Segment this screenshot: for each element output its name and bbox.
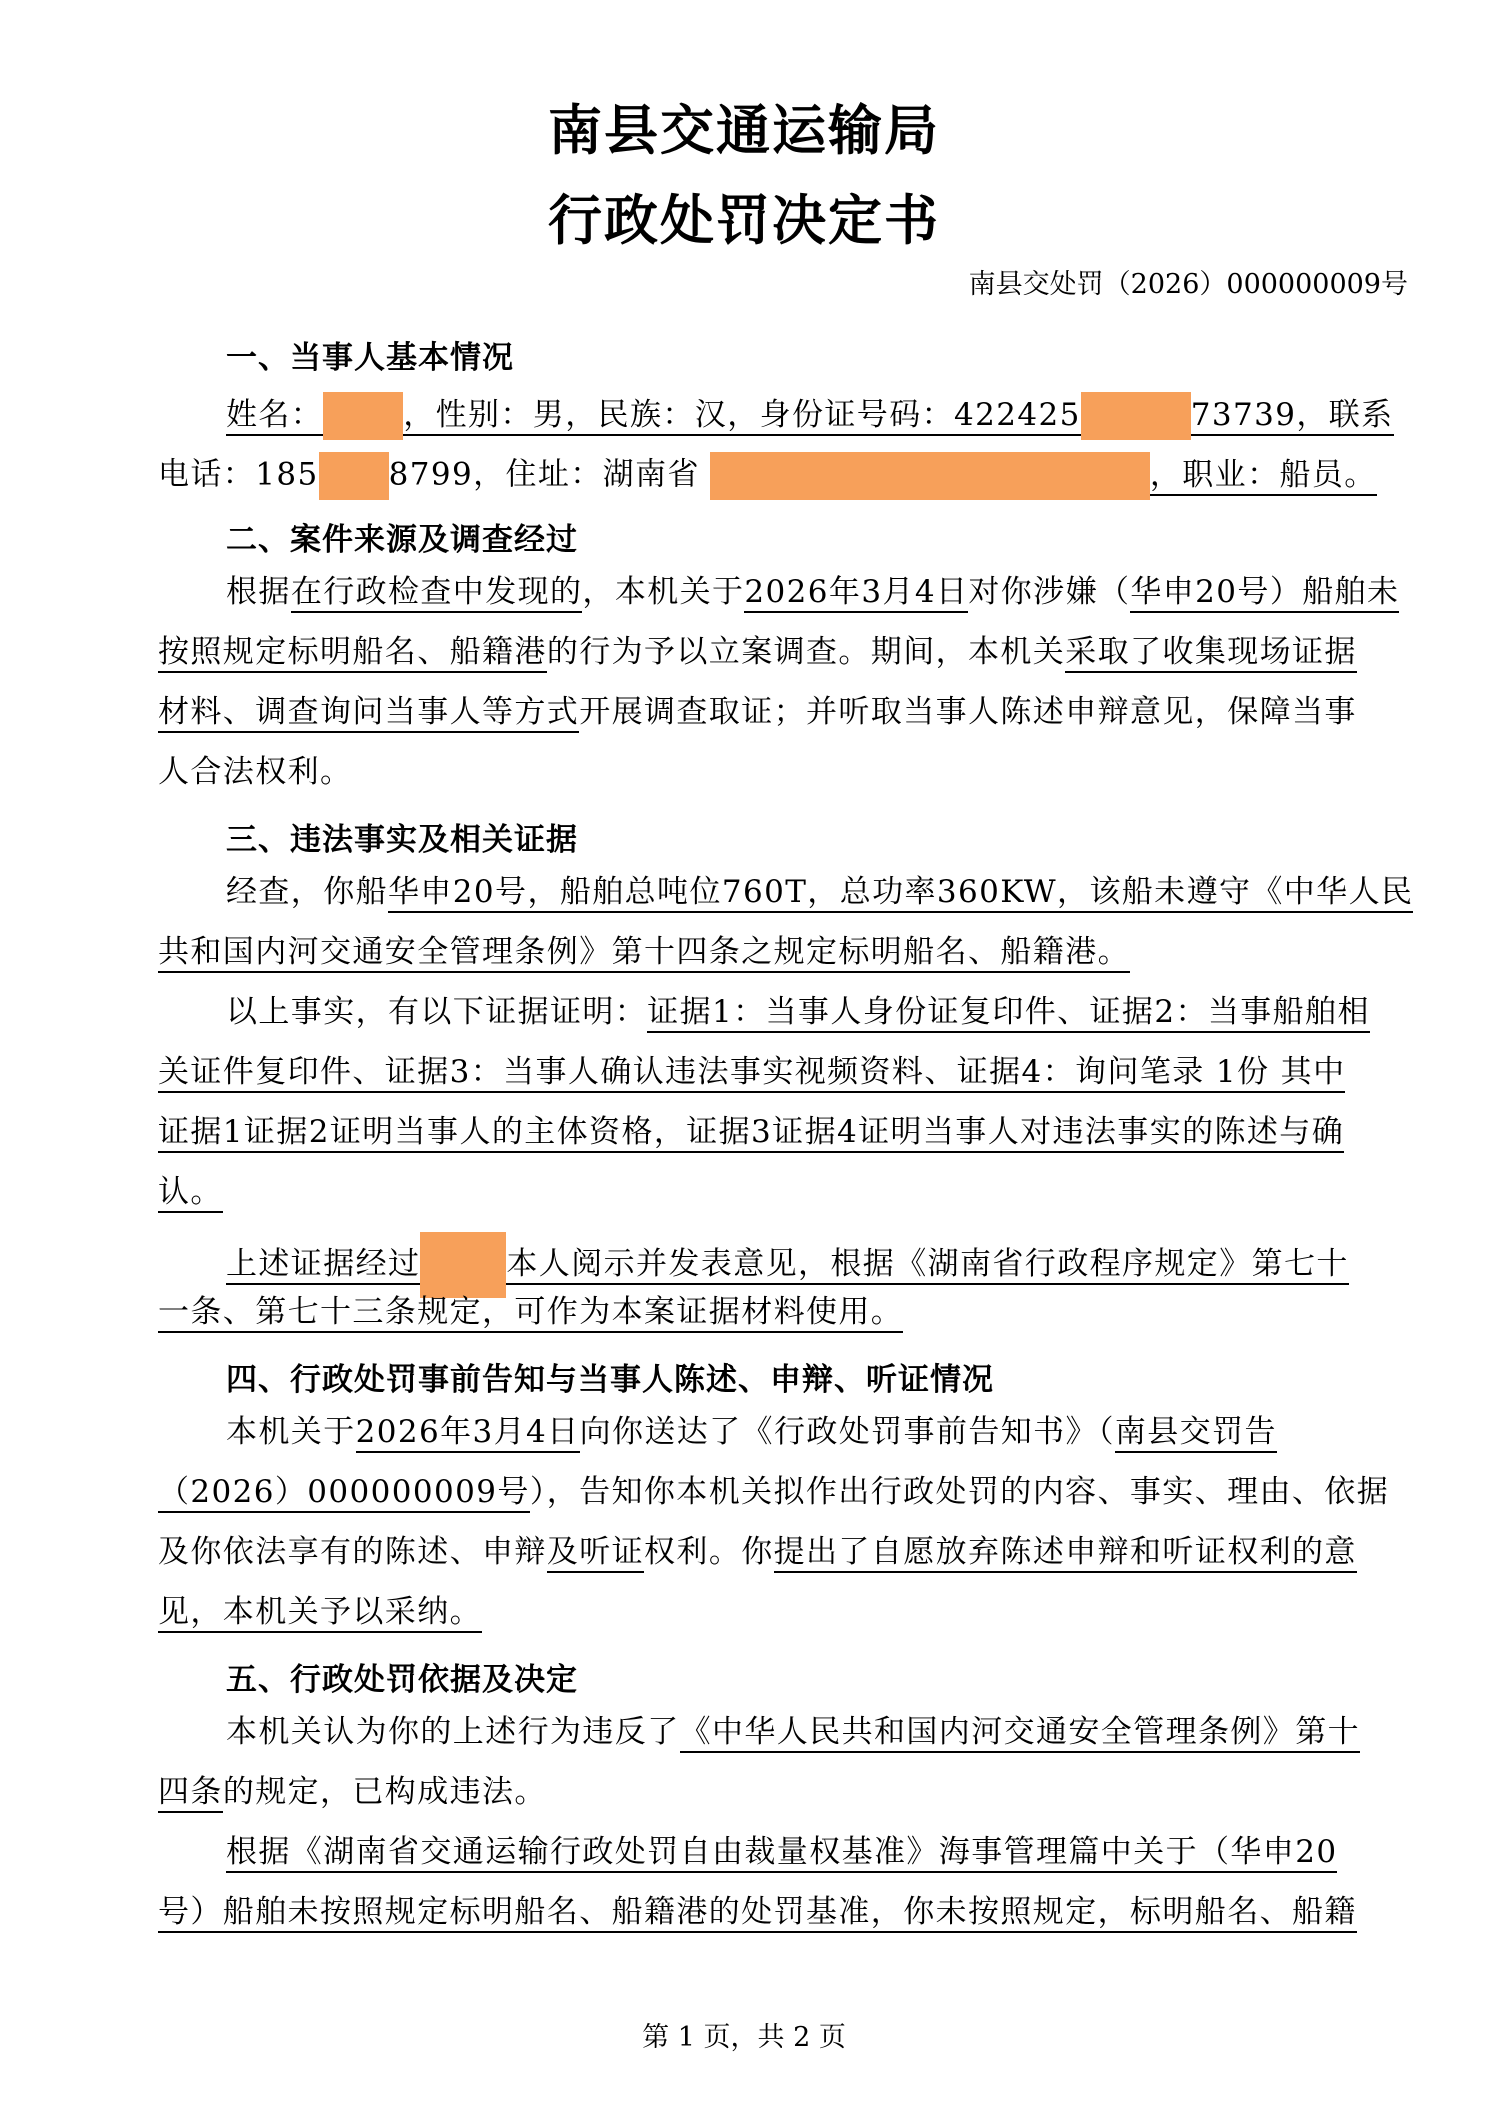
paragraph-text: 上述证据经过 — [226, 1245, 421, 1282]
redaction-block — [1081, 392, 1191, 440]
evidence-review-line-2 — [158, 1292, 1403, 1332]
underlined-text: 一条、第七十三条规定，可作为本案证据材料使用。 — [158, 1294, 903, 1333]
underlined-text: 关证件复印件、证据3：当事人确认违法事实视频资料、证据4：询问笔录 1份 其中 — [158, 1054, 1345, 1093]
redaction-block — [710, 452, 1150, 500]
section-heading-illegal-facts: 三、违法事实及相关证据 — [226, 822, 578, 858]
phone-suffix-address-text: 8799，住址：湖南省 — [388, 456, 700, 493]
decision-line-2 — [158, 1892, 1403, 1932]
paragraph-text: 本机关于 — [226, 1414, 356, 1450]
notice-line-4 — [158, 1592, 1403, 1632]
facts-line-2 — [158, 932, 1403, 972]
id-suffix-text: 73739，联系 — [1190, 396, 1394, 433]
case-source-line-3 — [158, 692, 1403, 732]
case-source-line-4: 人合法权利。 — [158, 754, 353, 790]
underlined-text: 华申20号，船舶总吨位760T，总功率360KW，该船未遵守《中华人民 — [388, 874, 1413, 913]
paragraph-text: 根据 — [226, 574, 291, 610]
underlined-text: 根据《湖南省交通运输行政处罚自由裁量权基准》海事管理篇中关于（华申20 — [226, 1834, 1337, 1873]
case-date: 2026年3月4日 — [744, 574, 968, 613]
paragraph-text: 对你涉嫌（ — [968, 574, 1131, 610]
decision-line-1 — [226, 1832, 1403, 1872]
evidence-line-2 — [158, 1052, 1403, 1092]
underlined-text: 提出了自愿放弃陈述申辩和听证权利的意 — [774, 1534, 1357, 1573]
paragraph-text: 的规定，已构成违法。 — [222, 1774, 547, 1810]
underlined-text: 及听证 — [547, 1534, 644, 1573]
paragraph-text: 开展调查取证；并听取当事人陈述申辩意见，保障当事 — [579, 694, 1357, 730]
document-number: 南县交处罚（2026）000000009号 — [968, 269, 1408, 300]
redaction-block — [319, 452, 389, 500]
paragraph-text: 经查，你船 — [226, 874, 388, 910]
facts-line-1 — [226, 872, 1414, 912]
underlined-text: 采取了收集现场证据 — [1065, 634, 1357, 673]
document-title-type: 行政处罚决定书 — [548, 188, 940, 252]
document-title-agency: 南县交通运输局 — [548, 98, 940, 162]
section-heading-party-info: 一、当事人基本情况 — [226, 340, 514, 376]
phone-prefix-text: 电话：185 — [158, 456, 319, 493]
evidence-review-line-1 — [226, 1232, 1403, 1298]
notice-line-3 — [158, 1532, 1403, 1572]
paragraph-text: 本机关认为你的上述行为违反了 — [226, 1714, 680, 1750]
underlined-text: 证据1：当事人身份证复印件、证据2：当事船舶相 — [647, 994, 1370, 1033]
party-info-line-1 — [226, 392, 1403, 440]
notice-line-2 — [158, 1472, 1403, 1512]
section-heading-prior-notice: 四、行政处罚事前告知与当事人陈述、申辩、听证情况 — [226, 1362, 994, 1398]
section-heading-case-source: 二、案件来源及调查经过 — [226, 522, 578, 558]
underlined-text: 共和国内河交通安全管理条例》第十四条之规定标明船名、船籍港。 — [158, 934, 1130, 973]
notice-number: （2026）000000009号 — [158, 1474, 530, 1513]
paragraph-text: ），告知你本机关拟作出行政处罚的内容、事实、理由、依据 — [529, 1474, 1390, 1510]
underlined-text: 南县交罚告 — [1115, 1414, 1277, 1453]
underlined-text: 四条 — [158, 1774, 223, 1813]
notice-date: 2026年3月4日 — [356, 1414, 580, 1453]
page-number-footer: 第 1 页，共 2 页 — [642, 2022, 846, 2053]
case-source-line-1 — [226, 572, 1403, 612]
party-info-line-2 — [158, 452, 1403, 500]
redaction-block — [420, 1232, 506, 1298]
paragraph-text: 权利。你 — [644, 1534, 774, 1570]
basis-line-2 — [158, 1772, 1403, 1812]
notice-line-1 — [226, 1412, 1403, 1452]
underlined-text: 《中华人民共和国内河交通安全管理条例》第十 — [680, 1714, 1360, 1753]
underlined-text: 材料、调查询问当事人等方式 — [158, 694, 579, 733]
underlined-text: 号）船舶未按照规定标明船名、船籍港的处罚基准，你未按照规定，标明船名、船籍 — [158, 1894, 1357, 1933]
basis-line-1 — [226, 1712, 1403, 1752]
paragraph-text: 本人阅示并发表意见，根据《湖南省行政程序规定》第七十 — [506, 1245, 1349, 1282]
underlined-text: 按照规定标明船名、船籍港 — [158, 634, 547, 673]
occupation-text: ，职业：船员。 — [1149, 456, 1377, 493]
paragraph-text: 向你送达了《行政处罚事前告知书》（ — [579, 1414, 1115, 1450]
underlined-text: 认。 — [158, 1174, 223, 1213]
evidence-line-1 — [226, 992, 1403, 1032]
vessel-name-text: 华申20号）船舶未 — [1130, 574, 1399, 613]
paragraph-text: ，本机关于 — [582, 574, 745, 610]
evidence-line-3 — [158, 1112, 1403, 1152]
gender-ethnicity-id-text: ，性别：男，民族：汉，身份证号码：422425 — [403, 396, 1081, 433]
name-label: 姓名： — [226, 396, 324, 433]
section-heading-penalty-basis: 五、行政处罚依据及决定 — [226, 1662, 578, 1698]
paragraph-text: 的行为予以立案调查。期间，本机关 — [546, 634, 1066, 670]
underlined-text: 在行政检查中发现的 — [291, 574, 583, 613]
case-source-line-2 — [158, 632, 1403, 672]
paragraph-text: 及你依法享有的陈述、申辩 — [158, 1534, 547, 1570]
paragraph-text: 以上事实，有以下证据证明： — [226, 994, 648, 1030]
evidence-line-4 — [158, 1172, 1403, 1212]
underlined-text: 证据1证据2证明当事人的主体资格，证据3证据4证明当事人对违法事实的陈述与确 — [158, 1114, 1344, 1153]
redaction-block — [323, 392, 403, 440]
underlined-text: 见，本机关予以采纳。 — [158, 1594, 482, 1633]
